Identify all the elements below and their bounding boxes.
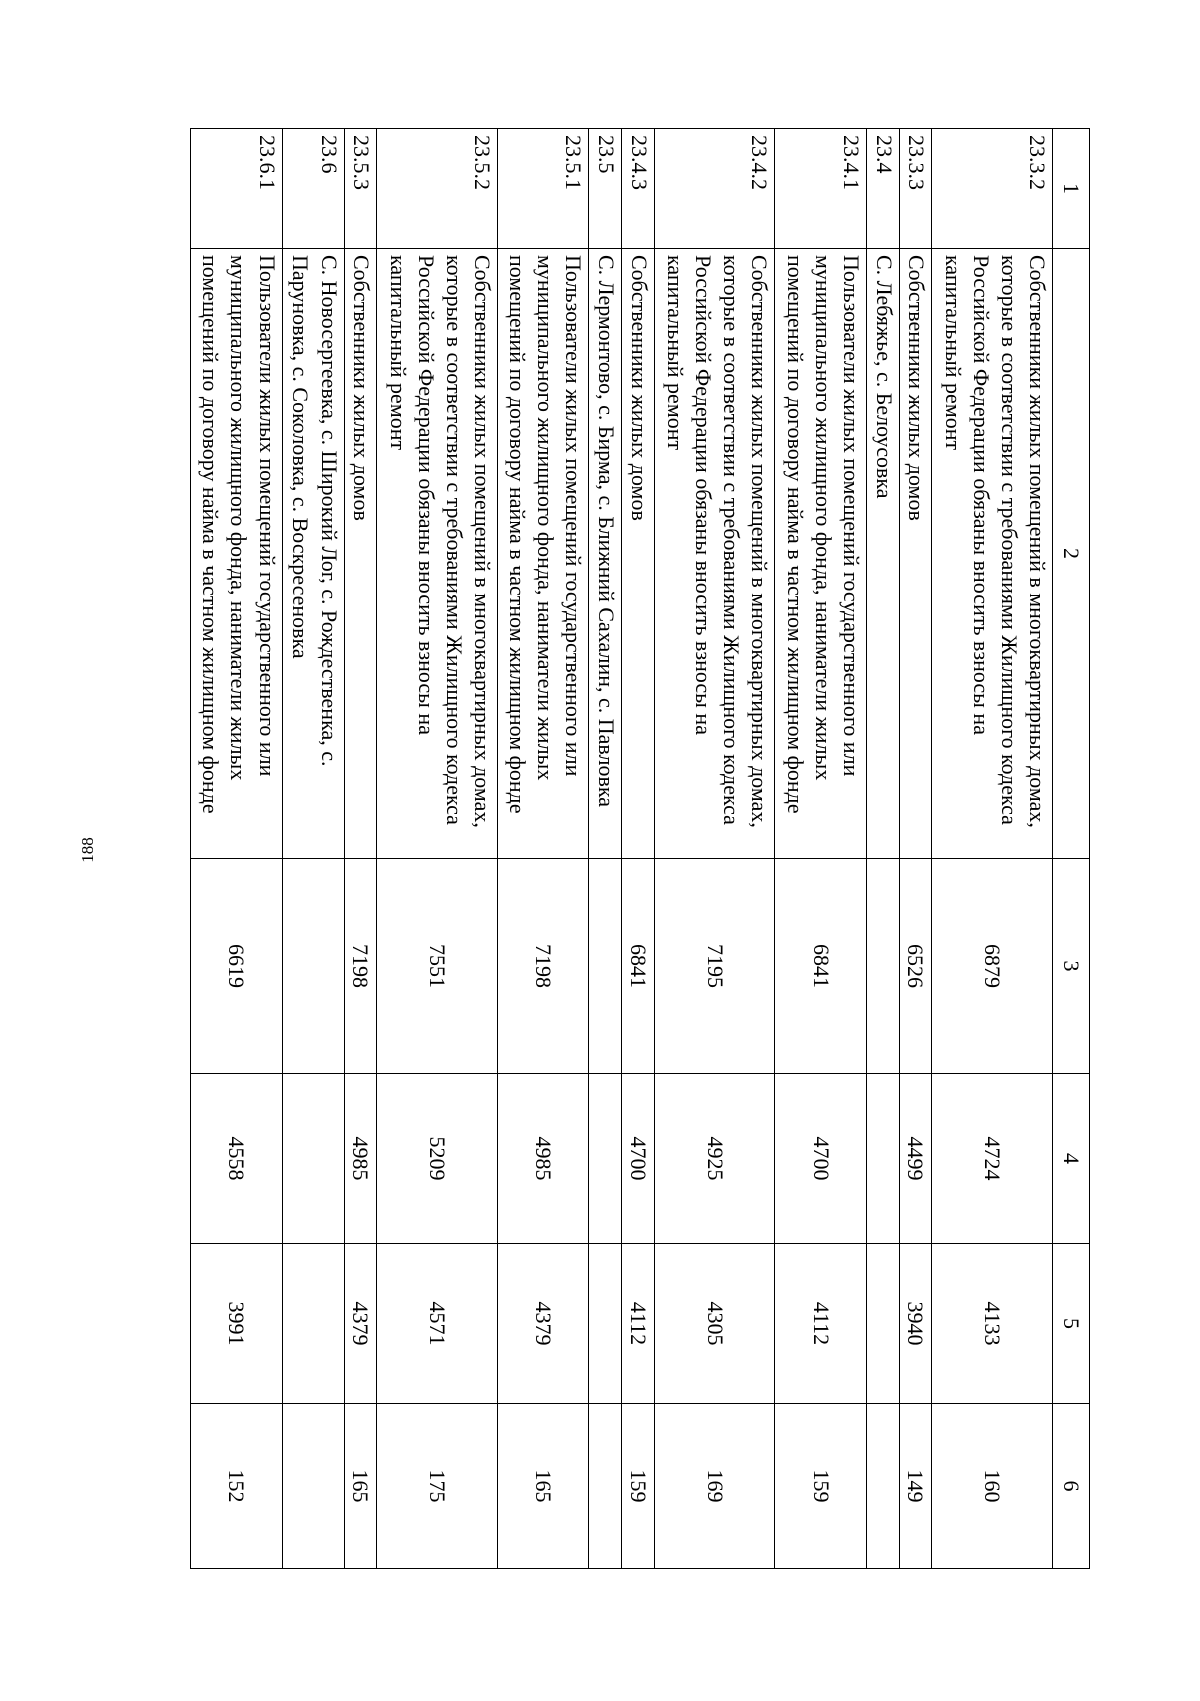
table-row [344, 129, 377, 1569]
row-value-col-6 [866, 1404, 899, 1569]
header-col-3: 3 [1053, 859, 1090, 1074]
row-description: Собственники жилых домов [622, 249, 655, 859]
table-row [775, 129, 866, 1569]
tariff-table [190, 128, 1090, 1569]
table-body [191, 129, 1053, 1569]
row-value-col-4: 4724 [932, 1074, 1053, 1244]
row-code: 23.3.3 [899, 129, 932, 249]
row-description: Собственники жилых домов [899, 249, 932, 859]
row-code: 23.5.2 [377, 129, 498, 249]
row-value-col-5 [866, 1244, 899, 1404]
row-value-col-6 [282, 1404, 344, 1569]
row-value-col-5: 4112 [622, 1244, 655, 1404]
row-value-col-3 [866, 859, 899, 1074]
row-description: Пользователи жилых помещений государственного или муниципального жилищного фонда, наниматели жилых помещений по договору найма в частном жилищном фонде [775, 249, 866, 859]
table-container [190, 128, 1090, 1568]
row-value-col-5: 4305 [654, 1244, 775, 1404]
row-value-col-3: 7198 [498, 859, 589, 1074]
row-value-col-4: 4925 [654, 1074, 775, 1244]
row-value-col-6: 149 [899, 1404, 932, 1569]
table-row [191, 129, 283, 1569]
row-description: Собственники жилых домов [344, 249, 377, 859]
row-code: 23.3.2 [932, 129, 1053, 249]
row-value-col-3: 6526 [899, 859, 932, 1074]
row-value-col-5: 4379 [344, 1244, 377, 1404]
row-value-col-6 [589, 1404, 622, 1569]
row-value-col-3 [282, 859, 344, 1074]
row-code: 23.6.1 [191, 129, 283, 249]
table-row [282, 129, 344, 1569]
row-value-col-4: 4985 [344, 1074, 377, 1244]
row-code: 23.4.3 [622, 129, 655, 249]
page-number: 188 [78, 837, 97, 863]
row-value-col-5: 4112 [775, 1244, 866, 1404]
row-value-col-4: 4985 [498, 1074, 589, 1244]
header-col-5: 5 [1053, 1244, 1090, 1404]
row-value-col-3: 6879 [932, 859, 1053, 1074]
row-description: Пользователи жилых помещений государственного или муниципального жилищного фонда, наниматели жилых помещений по договору найма в частном жилищном фонде [191, 249, 283, 859]
row-value-col-6: 165 [344, 1404, 377, 1569]
row-value-col-3: 7198 [344, 859, 377, 1074]
row-value-col-5 [589, 1244, 622, 1404]
row-value-col-5 [282, 1244, 344, 1404]
row-value-col-3: 6841 [775, 859, 866, 1074]
row-value-col-6: 160 [932, 1404, 1053, 1569]
table-row [589, 129, 622, 1569]
header-col-1: 1 [1053, 129, 1090, 249]
table-row [932, 129, 1053, 1569]
row-value-col-4: 4499 [899, 1074, 932, 1244]
row-description: С. Лебяжье, с. Белоусовка [866, 249, 899, 859]
row-value-col-3: 7551 [377, 859, 498, 1074]
row-value-col-4: 4700 [775, 1074, 866, 1244]
row-value-col-6: 169 [654, 1404, 775, 1569]
row-value-col-6: 152 [191, 1404, 283, 1569]
row-description: С. Лермонтово, с. Бирма, с. Ближний Сахалин, с. Павловка [589, 249, 622, 859]
row-code: 23.6 [282, 129, 344, 249]
table-row [899, 129, 932, 1569]
row-value-col-5: 4379 [498, 1244, 589, 1404]
row-value-col-5: 3940 [899, 1244, 932, 1404]
header-col-6: 6 [1053, 1404, 1090, 1569]
row-value-col-5: 3991 [191, 1244, 283, 1404]
row-value-col-3 [589, 859, 622, 1074]
table-row [866, 129, 899, 1569]
row-value-col-3: 6619 [191, 859, 283, 1074]
row-code: 23.5.1 [498, 129, 589, 249]
row-value-col-5: 4571 [377, 1244, 498, 1404]
row-description: Пользователи жилых помещений государственного или муниципального жилищного фонда, наниматели жилых помещений по договору найма в частном жилищном фонде [498, 249, 589, 859]
row-value-col-3: 7195 [654, 859, 775, 1074]
row-value-col-3: 6841 [622, 859, 655, 1074]
row-code: 23.4.2 [654, 129, 775, 249]
table-row [654, 129, 775, 1569]
header-col-4: 4 [1053, 1074, 1090, 1244]
header-row [1053, 129, 1090, 1569]
row-value-col-4: 5209 [377, 1074, 498, 1244]
row-value-col-5: 4133 [932, 1244, 1053, 1404]
row-description: Собственники жилых помещений в многоквартирных домах, которые в соответствии с требованиями Жилищного кодекса Российской Федерации обязаны вносить взносы на капитальный ремонт [654, 249, 775, 859]
table-row [622, 129, 655, 1569]
row-value-col-4: 4558 [191, 1074, 283, 1244]
row-value-col-6: 175 [377, 1404, 498, 1569]
row-code: 23.5.3 [344, 129, 377, 249]
row-value-col-4: 4700 [622, 1074, 655, 1244]
header-col-2: 2 [1053, 249, 1090, 859]
row-value-col-6: 159 [775, 1404, 866, 1569]
row-value-col-4 [282, 1074, 344, 1244]
row-value-col-4 [866, 1074, 899, 1244]
row-description: Собственники жилых помещений в многоквартирных домах, которые в соответствии с требованиями Жилищного кодекса Российской Федерации обязаны вносить взносы на капитальный ремонт [377, 249, 498, 859]
row-code: 23.4.1 [775, 129, 866, 249]
row-value-col-6: 165 [498, 1404, 589, 1569]
row-code: 23.5 [589, 129, 622, 249]
table-row [498, 129, 589, 1569]
row-code: 23.4 [866, 129, 899, 249]
row-description: Собственники жилых помещений в многоквартирных домах, которые в соответствии с требованиями Жилищного кодекса Российской Федерации обязаны вносить взносы на капитальный ремонт [932, 249, 1053, 859]
row-value-col-4 [589, 1074, 622, 1244]
row-description: С. Новосергеевка, с. Широкий Лог, с. Рождественка, с. Паруновка, с. Соколовка, с. Воскресеновка [282, 249, 344, 859]
table-row [377, 129, 498, 1569]
row-value-col-6: 159 [622, 1404, 655, 1569]
